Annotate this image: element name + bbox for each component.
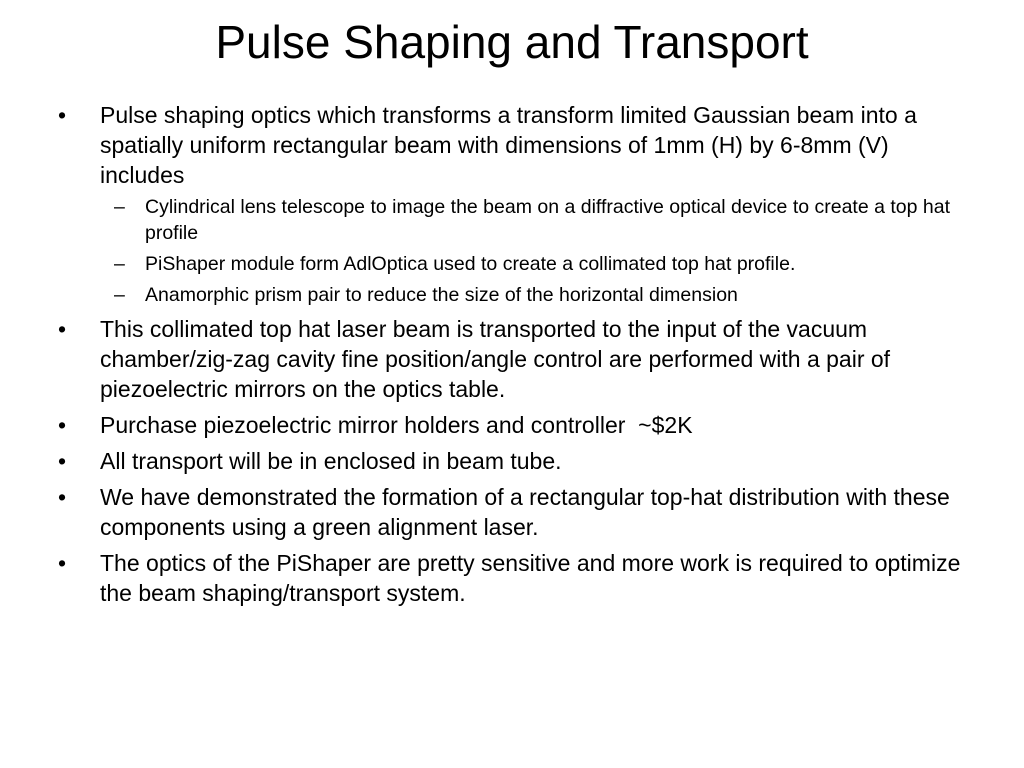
bullet-item-pishaper-optics — [52, 548, 972, 608]
bullet-marker: • — [58, 412, 67, 438]
sub-bullet-item-pishaper — [100, 251, 972, 277]
bullet-text: The optics of the PiShaper are pretty sensitive and more work is required to optimize the beam shaping/transport system. — [100, 550, 961, 606]
bullet-item-purchase — [52, 410, 972, 440]
bullet-text: All transport will be in enclosed in beam tube. — [100, 448, 562, 474]
sub-bullet-item-anamorphic-prism — [100, 282, 972, 308]
slide-title: Pulse Shaping and Transport — [215, 16, 809, 68]
bullet-item-pulse-shaping — [52, 100, 972, 308]
bullet-item-transport — [52, 314, 972, 404]
dash-marker: – — [114, 196, 125, 218]
dash-marker: – — [114, 284, 125, 306]
bullet-marker: • — [58, 448, 67, 474]
bullet-item-beam-tube — [52, 446, 972, 476]
bullet-list — [52, 100, 972, 614]
sub-bullet-list — [100, 194, 972, 308]
dash-marker: – — [114, 253, 125, 275]
bullet-marker: • — [58, 316, 67, 342]
sub-bullet-item-cylindrical-lens — [100, 194, 972, 246]
bullet-text: Purchase piezoelectric mirror holders and controller ~$2K — [100, 412, 693, 438]
bullet-text: Pulse shaping optics which transforms a transform limited Gaussian beam into a spatially uniform rectangular beam with dimensions of 1mm (H) by 6-8mm (V) includes — [100, 102, 917, 188]
sub-bullet-text: PiShaper module form AdlOptica used to create a collimated top hat profile. — [145, 253, 796, 275]
bullet-item-demonstrated — [52, 482, 972, 542]
bullet-text: This collimated top hat laser beam is transported to the input of the vacuum chamber/zig-zag cavity fine position/angle control are performed with a pair of piezoelectric mirrors on the optics table. — [100, 316, 891, 402]
bullet-marker: • — [58, 484, 67, 510]
bullet-text: We have demonstrated the formation of a rectangular top-hat distribution with these components using a green alignment laser. — [100, 484, 950, 540]
bullet-marker: • — [58, 550, 67, 576]
sub-bullet-text: Cylindrical lens telescope to image the beam on a diffractive optical device to create a top hat profile — [145, 196, 951, 244]
bullet-marker: • — [58, 102, 67, 128]
sub-bullet-text: Anamorphic prism pair to reduce the size of the horizontal dimension — [145, 284, 738, 306]
